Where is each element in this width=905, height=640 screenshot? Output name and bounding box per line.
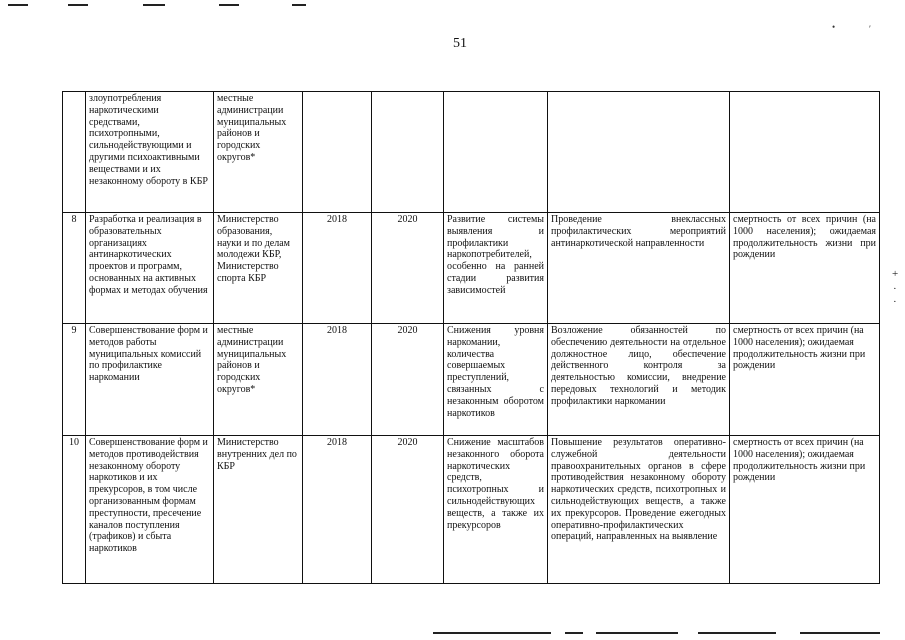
end-year: 2020 [372, 436, 444, 584]
indicator: смертность от всех причин (на 1000 населения); ожидаемая продолжительность жизни при рождении [730, 436, 880, 584]
scan-mark [68, 4, 88, 6]
scan-speck: ′ [869, 24, 871, 34]
expected-result: Снижение масштабов незаконного оборота наркотических средств, психотропных и сильнодействующих веществ, а также их прекурсоров [444, 436, 548, 584]
indicator [730, 92, 880, 213]
problem-solution: Возложение обязанностей по обеспечению деятельности на отдельное должностное лицо, обеспечение действенного контроля за деятельностью комиссии, внедрение передовых технологий и методик профилактики наркомании [548, 324, 730, 436]
scan-mark [800, 632, 880, 634]
end-year: 2020 [372, 213, 444, 324]
indicator: смертность от всех причин (на 1000 населения); ожидаемая продолжительность жизни при рождении [730, 213, 880, 324]
measure-name: Разработка и реализация в образовательных организациях антинаркотических проектов и программ, основанных на активных формах и методах обучения [86, 213, 214, 324]
start-year: 2018 [303, 324, 372, 436]
scan-mark [8, 4, 28, 6]
end-year: 2020 [372, 324, 444, 436]
scan-mark [596, 632, 678, 634]
scan-mark [292, 4, 306, 6]
start-year: 2018 [303, 436, 372, 584]
row-number: 9 [63, 324, 86, 436]
executor: местные администрации муниципальных районов и городских округов* [214, 92, 303, 213]
table-row [63, 436, 880, 584]
expected-result: Снижения уровня наркомании, количества совершаемых преступлений, связанных с незаконным оборотом наркотиков [444, 324, 548, 436]
end-year [372, 92, 444, 213]
indicator: смертность от всех причин (на 1000 населения); ожидаемая продолжительность жизни при рождении [730, 324, 880, 436]
table-row [63, 213, 880, 324]
measure-name: Совершенствование форм и методов работы муниципальных комиссий по профилактике наркомании [86, 324, 214, 436]
expected-result [444, 92, 548, 213]
scan-mark [698, 632, 776, 634]
scan-mark: · [893, 283, 897, 295]
measure-name: Совершенствование форм и методов противодействия незаконному обороту наркотиков и их прекурсоров, в том числе организованным формам преступности, пресечение каналов поступления (трафиков) и сбыта наркотиков [86, 436, 214, 584]
measure-name: злоупотребления наркотическими средствами, психотропными, сильнодействующими и другими психоактивными веществами и их незаконному обороту в КБР [86, 92, 214, 213]
scan-mark: + [892, 268, 899, 280]
scan-mark [565, 632, 583, 634]
table-row [63, 92, 880, 213]
executor: местные администрации муниципальных районов и городских округов* [214, 324, 303, 436]
scan-mark: · [893, 296, 897, 308]
start-year: 2018 [303, 213, 372, 324]
scan-speck: • [832, 22, 836, 32]
program-table [62, 91, 880, 584]
row-number [63, 92, 86, 213]
row-number: 8 [63, 213, 86, 324]
problem-solution [548, 92, 730, 213]
executor: Министерство образования, науки и по делам молодежи КБР, Министерство спорта КБР [214, 213, 303, 324]
problem-solution: Повышение результатов оперативно-служебной деятельности правоохранительных органов в сфере противодействия незаконному обороту наркотических средств, психотропных и сильнодействующих веществ, а также их прекурсоров. Проведение ежегодных оперативно-профилактических операций, направленных на выявление [548, 436, 730, 584]
problem-solution: Проведение внеклассных профилактических мероприятий антинаркотической направленности [548, 213, 730, 324]
executor: Министерство внутренних дел по КБР [214, 436, 303, 584]
page-number: 51 [453, 36, 467, 51]
row-number: 10 [63, 436, 86, 584]
expected-result: Развитие системы выявления и профилактики наркопотребителей, особенно на ранней стадии развития зависимостей [444, 213, 548, 324]
start-year [303, 92, 372, 213]
scan-mark [219, 4, 239, 6]
table-row [63, 324, 880, 436]
scan-mark [433, 632, 551, 634]
scan-mark [143, 4, 165, 6]
